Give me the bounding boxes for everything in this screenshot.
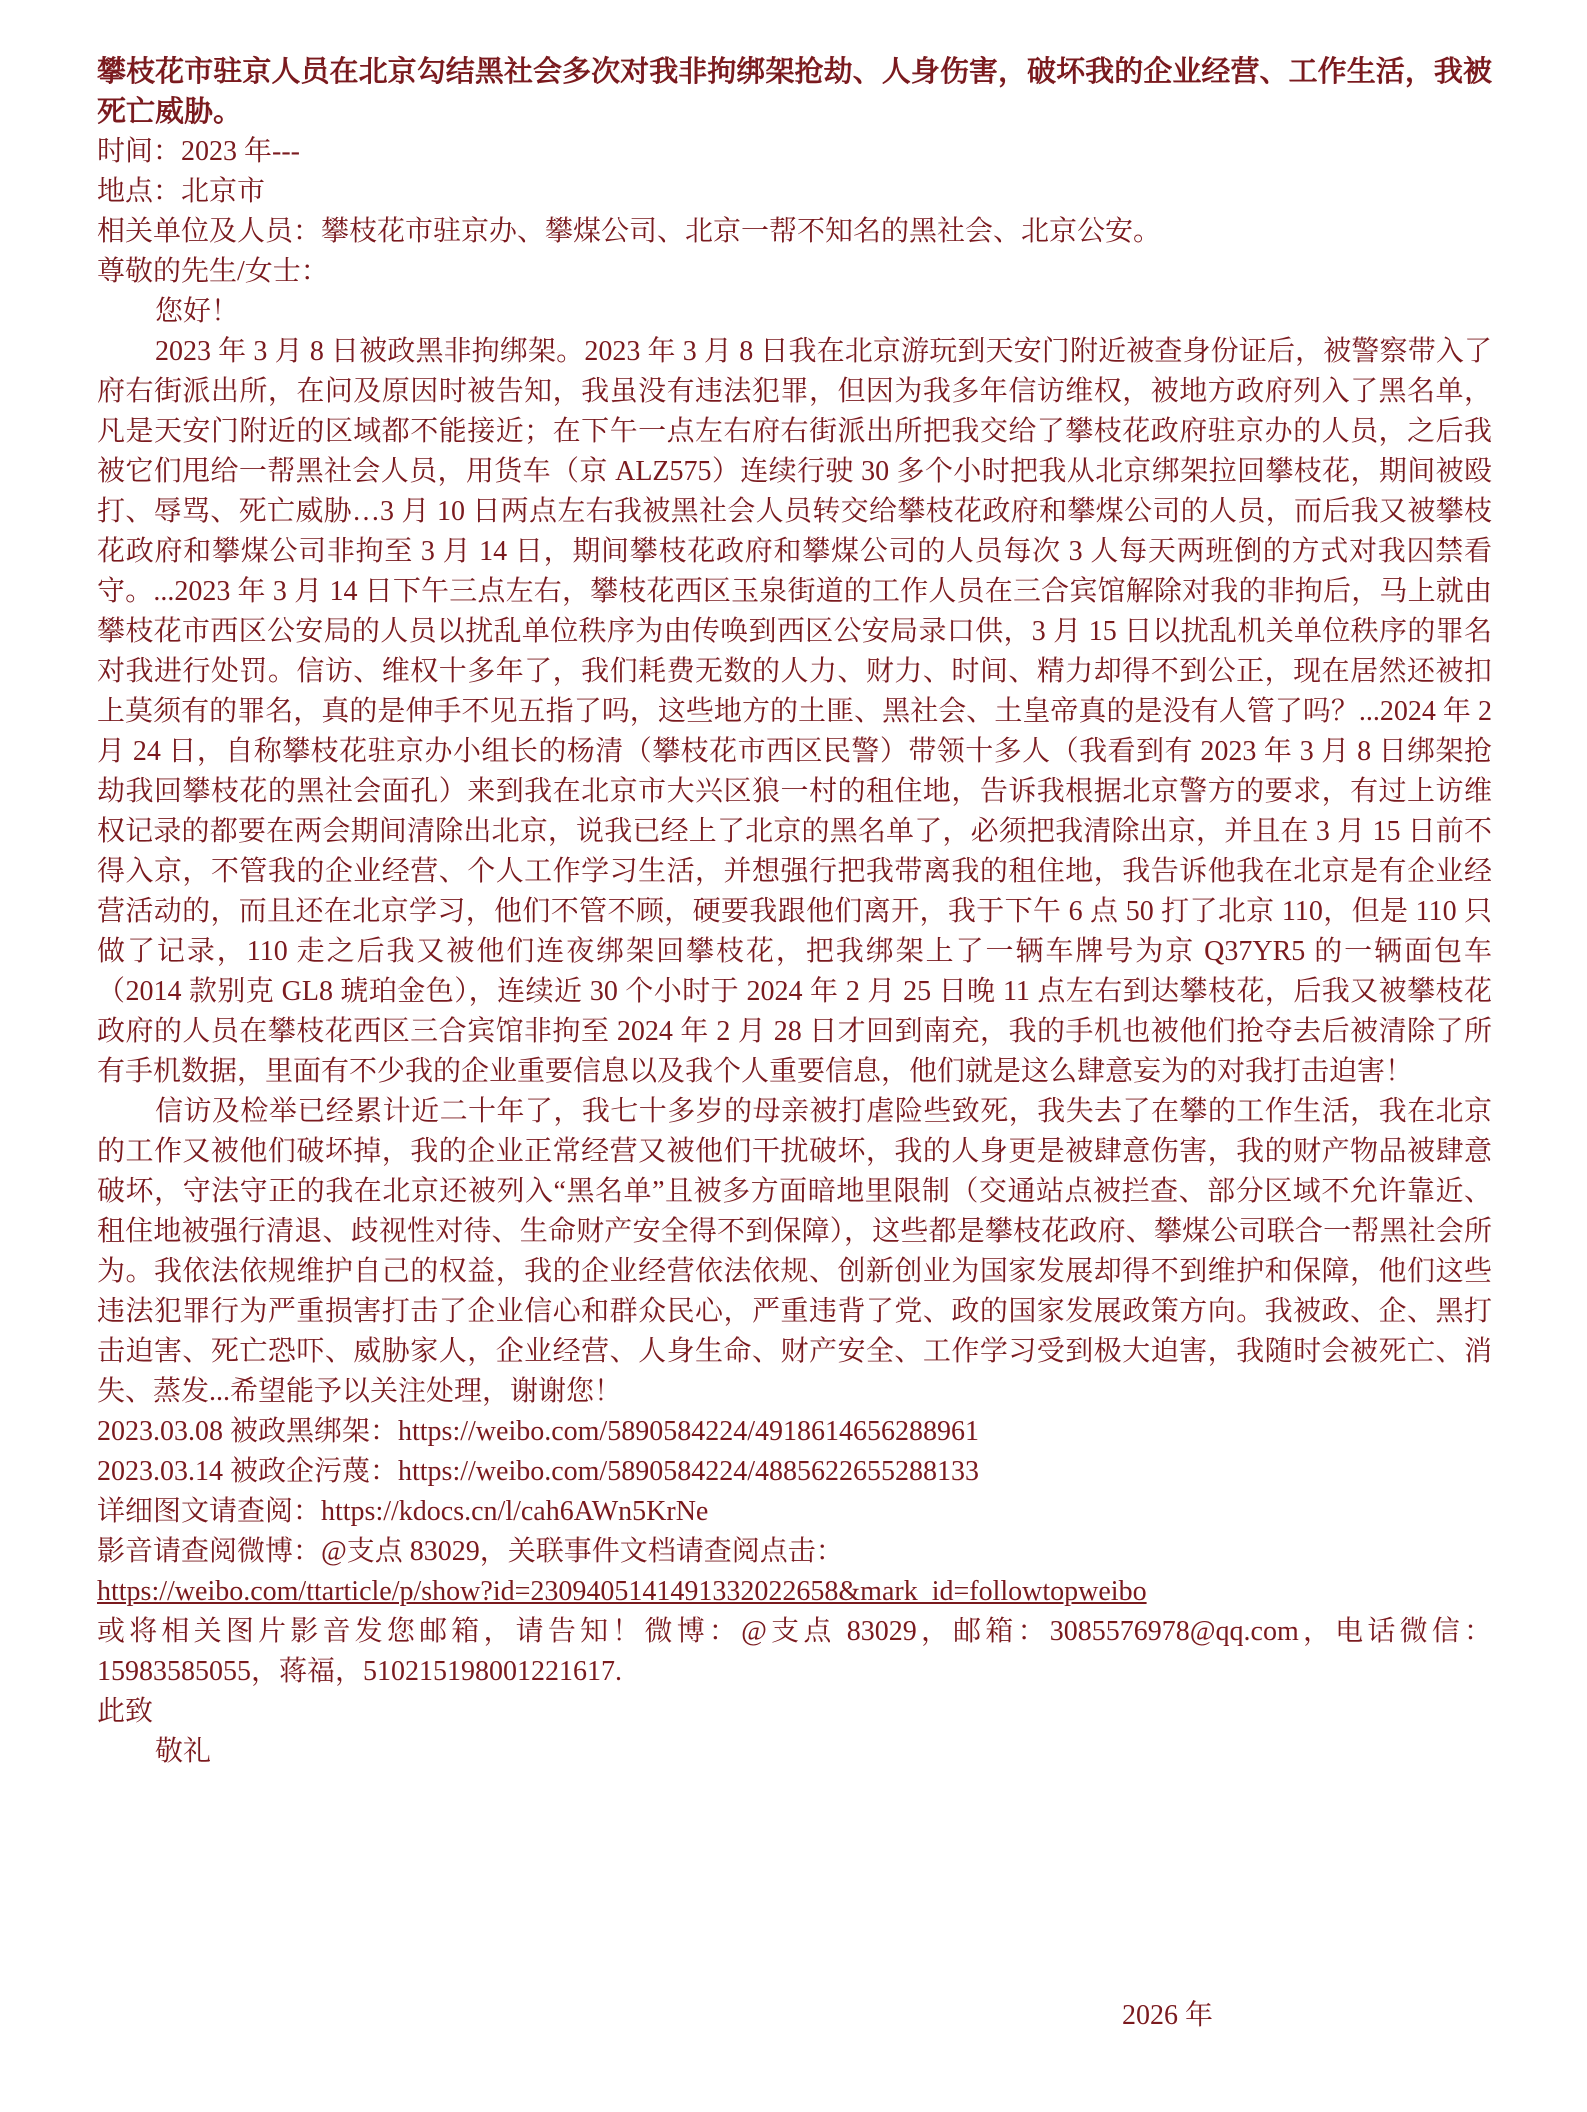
article-link[interactable]: https://weibo.com/ttarticle/p/show?id=2309405141491332022658&mark_id=followtopweibo bbox=[97, 1576, 1147, 1607]
time-line: 时间：2023 年--- bbox=[97, 136, 300, 167]
reference-link-2: 2023.03.14 被政企污蔑：https://weibo.com/5890584224/4885622655288133 bbox=[97, 1456, 979, 1487]
closing-ci-zhi: 此致 bbox=[97, 1696, 154, 1727]
article-link-line bbox=[97, 1572, 1492, 1612]
related-parties-line: 相关单位及人员：攀枝花市驻京办、攀煤公司、北京一帮不知名的黑社会、北京公安。 bbox=[97, 216, 1162, 247]
reference-link-1: 2023.03.08 被政黑绑架：https://weibo.com/5890584224/4918614656288961 bbox=[97, 1416, 979, 1447]
salutation: 尊敬的先生/女士： bbox=[97, 256, 329, 287]
media-reference-label: 影音请查阅微博：@支点 83029，关联事件文档请查阅点击： bbox=[97, 1536, 844, 1567]
contact-info: 或将相关图片影音发您邮箱，请告知！微博：@支点 83029，邮箱：3085576978@qq.com，电话微信：15983585055，蒋福，510215198001221617. bbox=[97, 1616, 1492, 1687]
letter-date: 2026 年 bbox=[1122, 2000, 1214, 2031]
reference-link-3: 详细图文请查阅：https://kdocs.cn/l/cah6AWn5KrNe bbox=[97, 1496, 709, 1527]
letter-title: 攀枝花市驻京人员在北京勾结黑社会多次对我非拘绑架抢劫、人身伤害，破坏我的企业经营、工作生活，我被死亡威胁。 bbox=[97, 56, 1492, 128]
closing-jing-li: 敬礼 bbox=[155, 1736, 212, 1767]
greeting: 您好！ bbox=[155, 296, 240, 327]
paragraph-appeal: 信访及检举已经累计近二十年了，我七十多岁的母亲被打虐险些致死，我失去了在攀的工作生活，我在北京的工作又被他们破坏掉，我的企业正常经营又被他们干扰破坏，我的人身更是被肆意伤害，我的财产物品被肆意破坏，守法守正的我在北京还被列入“黑名单”且被多方面暗地里限制（交通站点被拦查、部分区域不允许靠近、租住地被强行清退、歧视性对待、生命财产安全得不到保障），这些都是攀枝花政府、攀煤公司联合一帮黑社会所为。我依法依规维护自己的权益，我的企业经营依法依规、创新创业为国家发展却得不到维护和保障，他们这些违法犯罪行为严重损害打击了企业信心和群众民心，严重违背了党、政的国家发展政策方向。我被政、企、黑打击迫害、死亡恐吓、威胁家人，企业经营、人身生命、财产安全、工作学习受到极大迫害，我随时会被死亡、消失、蒸发...希望能予以关注处理，谢谢您！ bbox=[97, 1096, 1492, 1407]
place-line: 地点：北京市 bbox=[97, 176, 266, 207]
paragraph-incident: 2023 年 3 月 8 日被政黑非拘绑架。2023 年 3 月 8 日我在北京游玩到天安门附近被查身份证后，被警察带入了府右街派出所，在问及原因时被告知，我虽没有违法犯罪，但因为我多年信访维权，被地方政府列入了黑名单，凡是天安门附近的区域都不能接近；在下午一点左右府右街派出所把我交给了攀枝花政府驻京办的人员，之后我被它们甩给一帮黑社会人员，用货车（京 ALZ575）连续行驶 30 多个小时把我从北京绑架拉回攀枝花，期间被殴打、辱骂、死亡威胁…3 月 10 日两点左右我被黑社会人员转交给攀枝花政府和攀煤公司的人员，而后我又被攀枝花政府和攀煤公司非拘至 3 月 14 日，期间攀枝花政府和攀煤公司的人员每次 3 人每天两班倒的方式对我囚禁看守。...2023 年 3 月 14 日下午三点左右，攀枝花西区玉泉街道的工作人员在三合宾馆解除对我的非拘后，马上就由攀枝花市西区公安局的人员以扰乱单位秩序为由传唤到西区公安局录口供，3 月 15 日以扰乱机关单位秩序的罪名对我进行处罚。信访、维权十多年了，我们耗费无数的人力、财力、时间、精力却得不到公正，现在居然还被扣上莫须有的罪名，真的是伸手不见五指了吗，这些地方的土匪、黑社会、土皇帝真的是没有人管了吗？...2024 年 2 月 24 日，自称攀枝花驻京办小组长的杨清（攀枝花市西区民警）带领十多人（我看到有 2023 年 3 月 8 日绑架抢劫我回攀枝花的黑社会面孔）来到我在北京市大兴区狼一村的租住地，告诉我根据北京警方的要求，有过上访维权记录的都要在两会期间清除出北京，说我已经上了北京的黑名单了，必须把我清除出京，并且在 3 月 15 日前不得入京，不管我的企业经营、个人工作学习生活，并想强行把我带离我的租住地，我告诉他我在北京是有企业经营活动的，而且还在北京学习，他们不管不顾，硬要我跟他们离开，我于下午 6 点 50 打了北京 110，但是 110 只做了记录，110 走之后我又被他们连夜绑架回攀枝花，把我绑架上了一辆车牌号为京 Q37YR5 的一辆面包车（2014 款别克 GL8 琥珀金色），连续近 30 个小时于 2024 年 2 月 25 日晚 11 点左右到达攀枝花，后我又被攀枝花政府的人员在攀枝花西区三合宾馆非拘至 2024 年 2 月 28 日才回到南充，我的手机也被他们抢夺去后被清除了所有手机数据，里面有不少我的企业重要信息以及我个人重要信息，他们就是这么肆意妄为的对我打击迫害！ bbox=[97, 336, 1492, 1087]
